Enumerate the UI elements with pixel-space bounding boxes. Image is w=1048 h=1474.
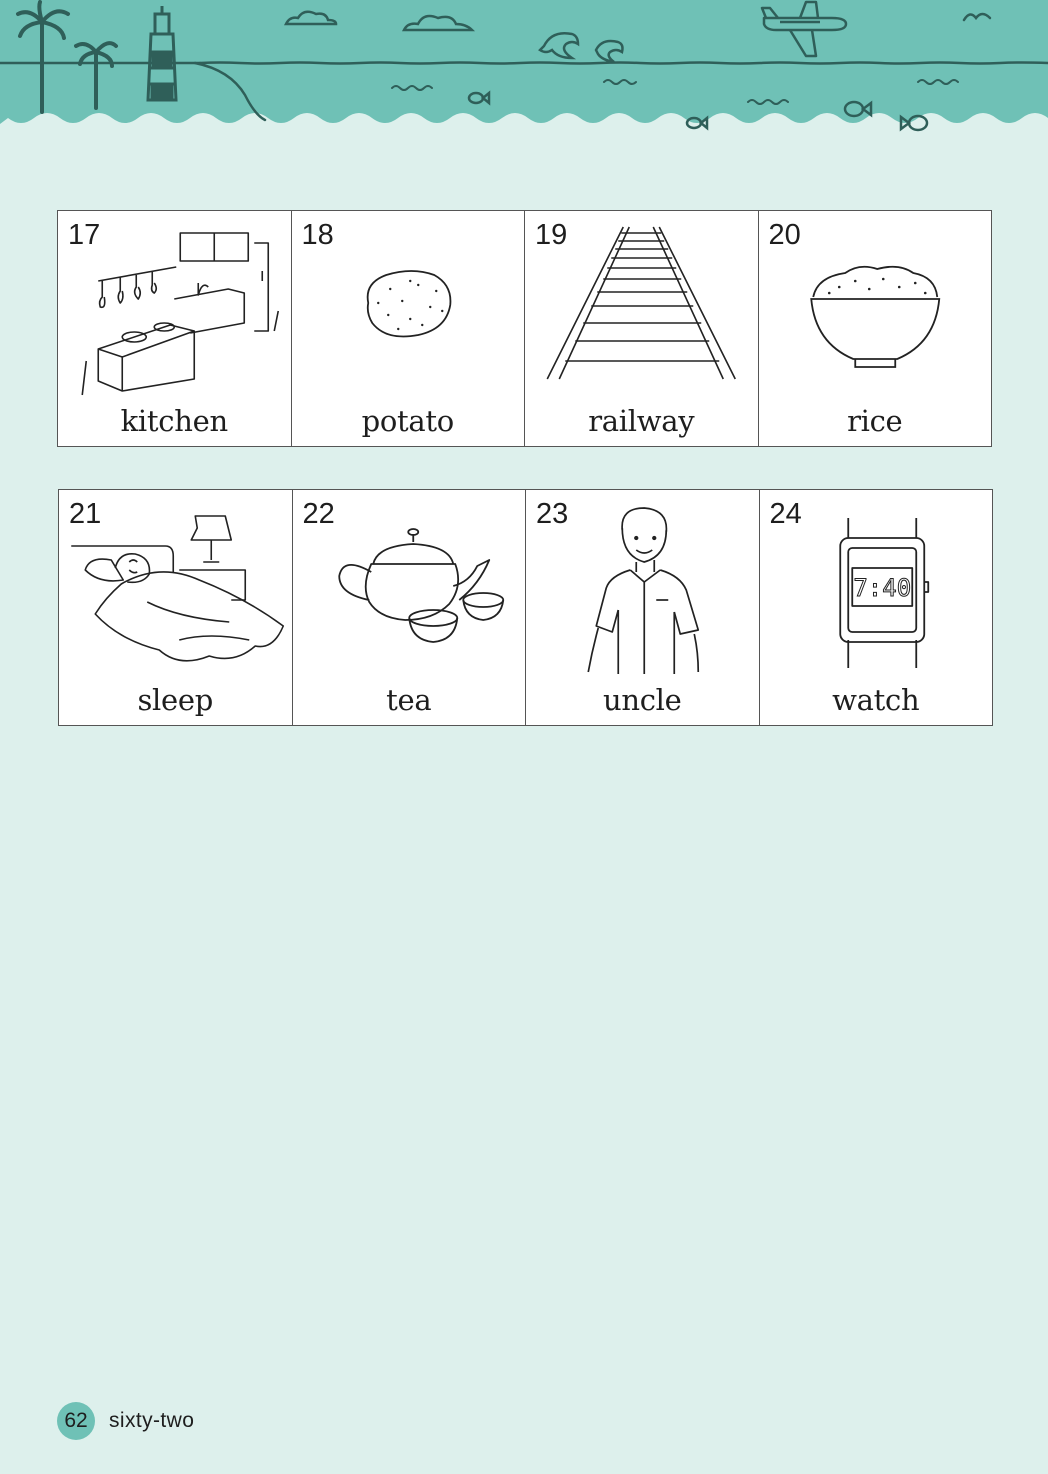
card-number: 18 (301, 219, 334, 251)
page-number-badge (57, 1402, 95, 1440)
rice-bowl-icon (759, 211, 992, 396)
page-footer (57, 1402, 194, 1440)
digital-watch-icon (760, 490, 993, 675)
vocab-card (760, 490, 993, 725)
vocab-card (59, 490, 293, 725)
header-banner (0, 0, 1048, 140)
card-number: 20 (768, 219, 801, 251)
card-number: 23 (536, 498, 569, 530)
vocab-card (526, 490, 760, 725)
card-number: 22 (302, 498, 335, 530)
card-word: kitchen (120, 404, 228, 438)
card-word: tea (386, 683, 432, 717)
card-word: sleep (137, 683, 214, 717)
vocab-card (525, 211, 759, 446)
vocabulary-row-1 (57, 210, 992, 447)
card-word: watch (832, 683, 920, 717)
card-word: rice (847, 404, 903, 438)
sleeping-person-icon (59, 490, 292, 675)
watch-display: 7:40 (852, 574, 911, 602)
card-number: 21 (69, 498, 102, 530)
page-number-words: sixty-two (109, 1409, 195, 1432)
card-number: 19 (535, 219, 568, 251)
card-number: 17 (68, 219, 101, 251)
kitchen-icon (58, 211, 291, 396)
teapot-icon (293, 490, 526, 675)
card-word: railway (588, 404, 695, 438)
railway-icon (525, 211, 758, 396)
vocab-card (293, 490, 527, 725)
man-icon (526, 490, 759, 675)
card-word: uncle (602, 683, 682, 717)
vocab-card (759, 211, 992, 446)
vocabulary-row-2 (58, 489, 993, 726)
card-word: potato (361, 404, 454, 438)
vocab-card (292, 211, 526, 446)
page-number: 62 (64, 1409, 88, 1432)
vocab-card (58, 211, 292, 446)
card-number: 24 (769, 498, 802, 530)
potato-icon (292, 211, 525, 396)
